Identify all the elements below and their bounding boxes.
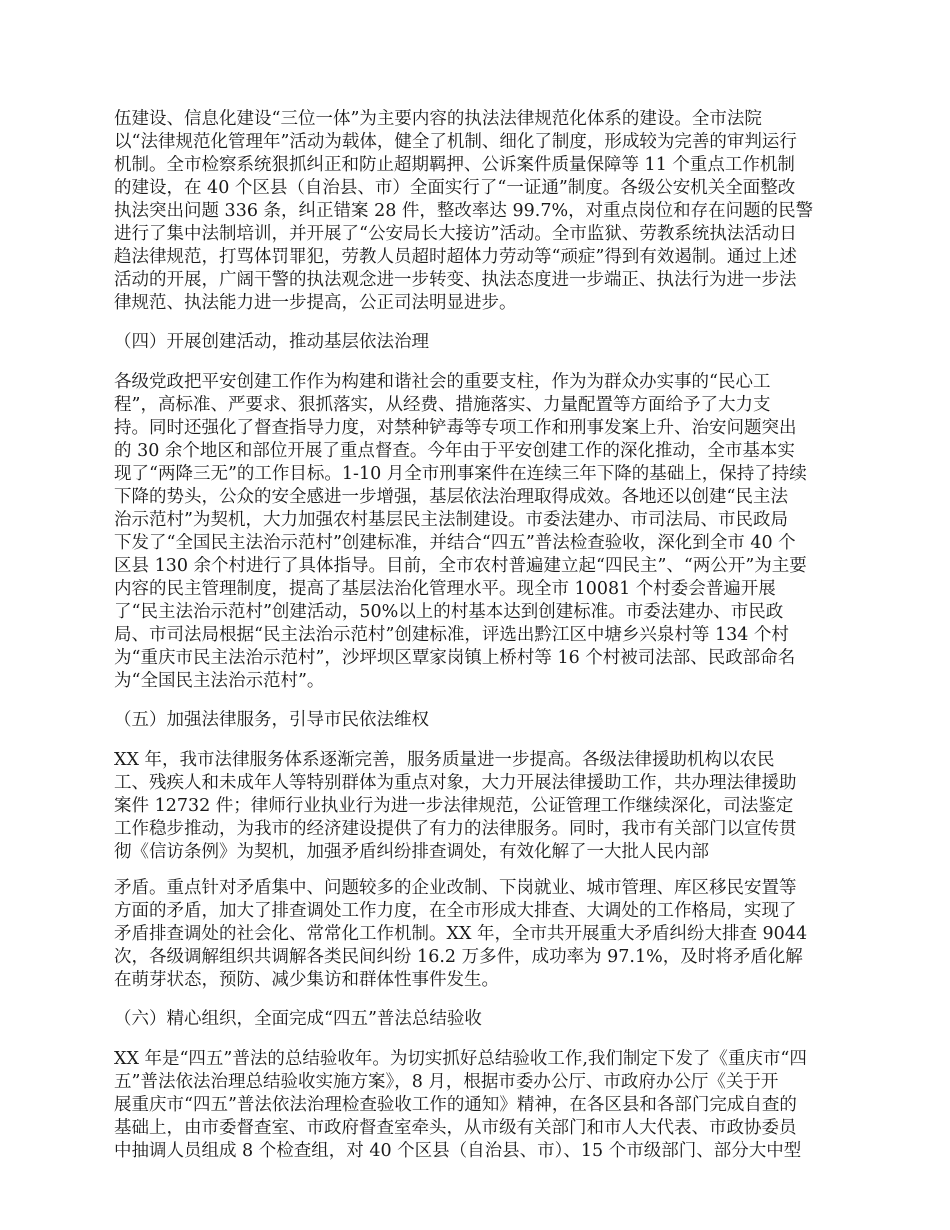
text-line: 方面的矛盾，加大了排查调处工作力度，在全市形成大排查、大调处的工作格局，实现了 [114, 901, 797, 921]
text-line: 矛盾排查调处的社会化、常常化工作机制。XX 年，全市共开展重大矛盾纠纷大排查 9044 [114, 924, 808, 944]
text-line: 工、残疾人和未成年人等特别群体为重点对象，大力开展法律援助工作，共办理法律援助 [114, 773, 797, 793]
paragraph-dispute-resolution [114, 877, 838, 992]
text-line: 工作稳步推动，为我市的经济建设提供了有力的法律服务。同时，我市有关部门以宣传贯 [114, 819, 797, 839]
section-heading-6: （六）精心组织，全面完成“四五”普法总结验收 [114, 1009, 482, 1029]
text-line: 彻《信访条例》为契机，加强矛盾纠纷排查调处，有效化解了一大批人民内部 [114, 842, 709, 862]
text-line: 现了“两降三无”的工作目标。1-10 月全市刑事案件在连续三年下降的基础上，保持了持续 [114, 464, 807, 484]
text-line: 了“民主法治示范村”创建活动，50%以上的村基本达到创建标准。市委法建办、市民政 [114, 602, 784, 622]
text-line: 次，各级调解组织共调解各类民间纠纷 16.2 万多件，成功率为 97.1%，及时将矛盾化解 [114, 947, 803, 967]
text-line: 下降的势头，公众的安全感进一步增强，基层依法治理取得成效。各地还以创建“民主法 [114, 487, 788, 507]
text-line: 的 30 余个地区和部位开展了重点督查。今年由于平安创建工作的深化推动，全市基本实 [114, 441, 795, 461]
text-line: 治示范村”为契机，大力加强农村基层民主法制建设。市委法建办、市司法局、市民政局 [114, 510, 788, 530]
text-line: 中抽调人员组成 8 个检查组，对 40 个区县（自治县、市）、15 个市级部门、部分大中型 [114, 1141, 802, 1161]
text-line: 局、市司法局根据“民主法治示范村”创建标准，评选出黔江区中塘乡兴泉村等 134 个村 [114, 625, 789, 645]
text-line: 趋法律规范，打骂体罚罪犯，劳教人员超时超体力劳动等“顽症”得到有效遏制。通过上述 [114, 247, 797, 267]
text-line: XX 年是“四五”普法的总结验收年。为切实抓好总结验收工作,我们制定下发了《重庆市“四 [114, 1049, 807, 1069]
paragraph-law-enforcement [114, 108, 838, 315]
section-heading-4: （四）开展创建活动，推动基层依法治理 [114, 332, 429, 352]
text-line: 持。同时还强化了督查指导力度，对禁种铲毒等专项工作和刑事发案上升、治安问题突出 [114, 418, 797, 438]
text-line: 内容的民主管理制度，提高了基层法治化管理水平。现全市 10081 个村委会普遍开展 [114, 579, 776, 599]
text-line: 五”普法依法治理总结验收实施方案》，8 月，根据市委办公厅、市政府办公厅《关于开 [114, 1072, 779, 1092]
paragraph-legal-services [114, 749, 838, 864]
paragraph-review-acceptance [114, 1048, 838, 1163]
text-line: XX 年，我市法律服务体系逐渐完善，服务质量进一步提高。各级法律援助机构以农民 [114, 750, 775, 770]
text-line: 机制。全市检察系统狠抓纠正和防止超期羁押、公诉案件质量保障等 11 个重点工作机制 [114, 155, 795, 175]
text-line: 执法突出问题 336 条，纠正错案 28 件，整改率达 99.7%，对重点岗位和存在问题的民警 [114, 201, 814, 221]
text-line: 伍建设、信息化建设“三位一体”为主要内容的执法法律规范化体系的建设。全市法院 [114, 109, 762, 129]
text-line: 基础上，由市委督查室、市政府督查室牵头，从市级有关部门和市人大代表、市政协委员 [114, 1118, 797, 1138]
document-page [114, 108, 838, 1163]
text-line: 律规范、执法能力进一步提高，公正司法明显进步。 [114, 293, 517, 313]
text-line: 进行了集中法制培训，并开展了“公安局长大接访”活动。全市监狱、劳教系统执法活动日 [114, 224, 797, 244]
text-line: 为“全国民主法治示范村”。 [114, 671, 325, 691]
text-line: 下发了“全国民主法治示范村”创建标准，并结合“四五”普法检查验收，深化到全市 40 个 [114, 533, 796, 553]
section-heading-5: （五）加强法律服务，引导市民依法维权 [114, 710, 429, 730]
text-line: 活动的开展，广阔干警的执法观念进一步转变、执法态度进一步端正、执法行为进一步法 [114, 270, 797, 290]
text-line: 程”，高标准、严要求、狠抓落实，从经费、措施落实、力量配置等方面给予了大力支 [114, 395, 771, 415]
text-line: 的建设，在 40 个区县（自治县、市）全面实行了“一证通”制度。各级公安机关全面整改 [114, 178, 796, 198]
text-line: 案件 12732 件；律师行业执业行为进一步法律规范，公证管理工作继续深化，司法鉴定 [114, 796, 794, 816]
text-line: 各级党政把平安创建工作作为构建和谐社会的重要支柱，作为为群众办实事的“民心工 [114, 372, 771, 392]
text-line: 以“法律规范化管理年”活动为载体，健全了机制、细化了制度，形成较为完善的审判运行 [114, 132, 797, 152]
text-line: 为“重庆市民主法治示范村”，沙坪坝区覃家岗镇上桥村等 16 个村被司法部、民政部命名 [114, 648, 796, 668]
text-line: 区县 130 余个村进行了具体指导。目前，全市农村普遍建立起“四民主”、“两公开”为主要 [114, 556, 807, 576]
paragraph-safety-creation [114, 371, 838, 693]
text-line: 展重庆市“四五”普法依法治理检查验收工作的通知》精神，在各区县和各部门完成自查的 [114, 1095, 797, 1115]
text-line: 在萌芽状态，预防、减少集访和群体性事件发生。 [114, 970, 499, 990]
text-line: 矛盾。重点针对矛盾集中、问题较多的企业改制、下岗就业、城市管理、库区移民安置等 [114, 878, 797, 898]
